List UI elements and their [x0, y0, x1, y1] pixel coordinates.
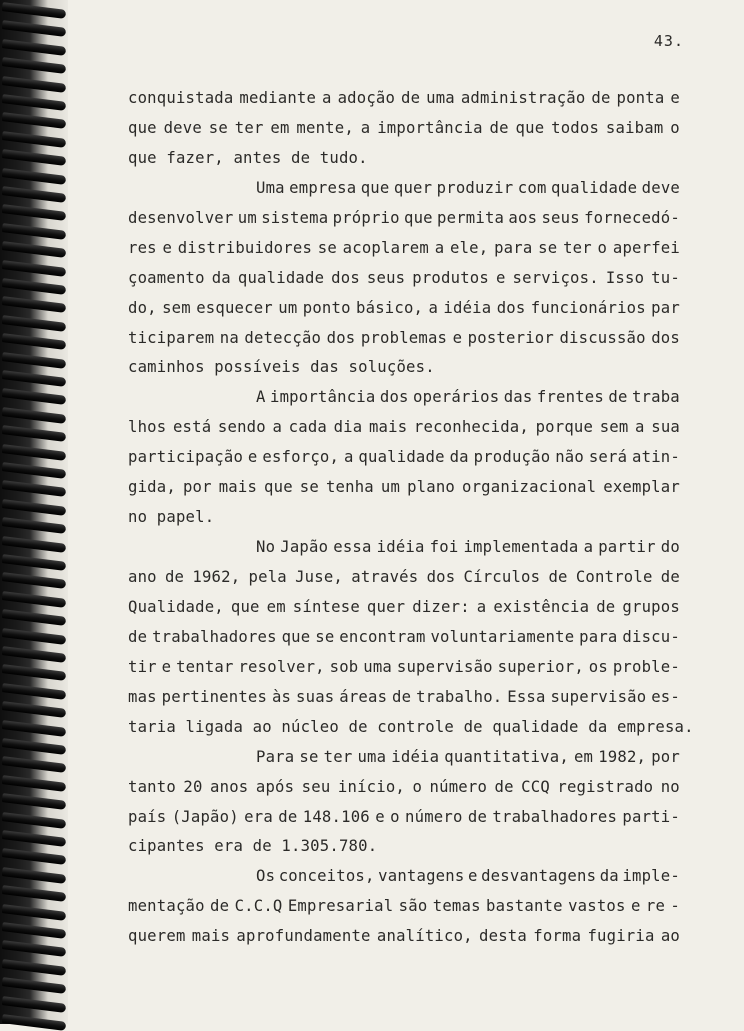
body-text — [128, 84, 694, 952]
binding-coil — [2, 444, 67, 461]
binding-coil — [2, 904, 67, 921]
binding-coil — [2, 76, 67, 93]
binding-coil — [2, 830, 67, 847]
binding-coil — [2, 646, 67, 663]
spiral-binding — [0, 0, 68, 1024]
binding-coil — [2, 481, 67, 498]
paragraph-first-line: No Japão essa idéia foi implementada a partir do — [256, 538, 680, 557]
text-line: tanto 20 anos após seu início, o número de CCQ registrado no — [128, 777, 680, 796]
text-line: participação e esforço, a qualidade da produção não será atin- — [128, 448, 680, 467]
binding-coil — [2, 94, 67, 111]
binding-coil — [2, 186, 67, 203]
binding-coil — [2, 757, 67, 774]
binding-coil — [2, 996, 67, 1013]
binding-coil — [2, 315, 67, 332]
binding-coil — [2, 867, 67, 884]
text-line: do, sem esquecer um ponto básico, a idéia dos funcionários par — [128, 298, 680, 317]
text-line: país (Japão) era de 148.106 e o número de trabalhadores parti- — [128, 807, 680, 826]
binding-coil — [2, 922, 67, 939]
binding-coil — [2, 425, 67, 442]
text-line: çoamento da qualidade dos seus produtos e serviços. Isso tu- — [128, 268, 680, 287]
text-line: no papel. — [128, 508, 215, 527]
text-line: cipantes era de 1.305.780. — [128, 837, 378, 856]
binding-coil — [2, 131, 67, 148]
binding-coil — [2, 21, 67, 38]
binding-coil — [2, 812, 67, 829]
binding-coil — [2, 352, 67, 369]
page-number: 43. — [653, 32, 684, 50]
text-line: que deve se ter em mente, a importância de que todos saibam o — [128, 118, 680, 137]
binding-coil — [2, 665, 67, 682]
binding-coil — [2, 849, 67, 866]
binding-coil — [2, 2, 67, 19]
binding-coil — [2, 628, 67, 645]
binding-coil — [2, 775, 67, 792]
binding-coil — [2, 738, 67, 755]
paragraph-first-line: Para se ter uma idéia quantitativa, em 1982, por — [256, 747, 680, 766]
binding-coil — [2, 333, 67, 350]
binding-coil — [2, 57, 67, 74]
binding-coil — [2, 223, 67, 240]
binding-coil — [2, 297, 67, 314]
text-line: que fazer, antes de tudo. — [128, 148, 368, 167]
text-line: mentação de C.C.Q Empresarial são temas bastante vastos e re - — [128, 897, 680, 916]
text-line: taria ligada ao núcleo de controle de qualidade da empresa. — [128, 717, 694, 736]
binding-coil — [2, 407, 67, 424]
binding-coil — [2, 959, 67, 976]
binding-coil — [2, 462, 67, 479]
binding-coil — [2, 941, 67, 958]
binding-coil — [2, 278, 67, 295]
binding-coil — [2, 609, 67, 626]
binding-coil — [2, 1014, 67, 1031]
text-line: lhos está sendo a cada dia mais reconhecida, porque sem a sua — [128, 418, 680, 437]
text-line: desenvolver um sistema próprio que permita aos seus fornecedó- — [128, 208, 680, 227]
text-line: ticiparem na detecção dos problemas e posterior discussão dos — [128, 328, 680, 347]
binding-coil — [2, 701, 67, 718]
text-line: querem mais aprofundamente analítico, desta forma fugiria ao — [128, 927, 680, 946]
binding-coil — [2, 113, 67, 130]
binding-coil — [2, 39, 67, 56]
binding-coil — [2, 205, 67, 222]
binding-coil — [2, 241, 67, 258]
paragraph-first-line: Os conceitos, vantagens e desvantagens da imple- — [256, 867, 680, 886]
binding-coil — [2, 168, 67, 185]
binding-coil — [2, 389, 67, 406]
text-line: caminhos possíveis das soluções. — [128, 358, 435, 377]
binding-coil — [2, 536, 67, 553]
binding-coil — [2, 517, 67, 534]
text-line: ano de 1962, pela Juse, através dos Círculos de Controle de — [128, 568, 680, 586]
binding-coil — [2, 499, 67, 516]
binding-coil — [2, 885, 67, 902]
text-line: conquistada mediante a adoção de uma administração de ponta e — [128, 89, 680, 107]
text-line: Qualidade, que em síntese quer dizer: a existência de grupos — [128, 597, 680, 616]
binding-coil — [2, 573, 67, 590]
text-line: tir e tentar resolver, sob uma supervisão superior, os proble- — [128, 657, 680, 676]
binding-coil — [2, 977, 67, 994]
paragraph-first-line: A importância dos operários das frentes de traba — [256, 388, 680, 407]
binding-coil — [2, 720, 67, 737]
binding-coil — [2, 370, 67, 387]
binding-coil — [2, 554, 67, 571]
binding-coil — [2, 149, 67, 166]
binding-coil — [2, 793, 67, 810]
text-line: res e distribuidores se acoplarem a ele, para se ter o aperfei — [128, 238, 680, 257]
text-line: gida, por mais que se tenha um plano organizacional exemplar — [128, 478, 680, 497]
paragraph-first-line: Uma empresa que quer produzir com qualidade deve — [256, 178, 680, 197]
text-line: mas pertinentes às suas áreas de trabalho. Essa supervisão es- — [128, 687, 680, 706]
binding-coil — [2, 260, 67, 277]
text-line: de trabalhadores que se encontram voluntariamente para discu- — [128, 627, 680, 646]
binding-coil — [2, 591, 67, 608]
binding-coil — [2, 683, 67, 700]
